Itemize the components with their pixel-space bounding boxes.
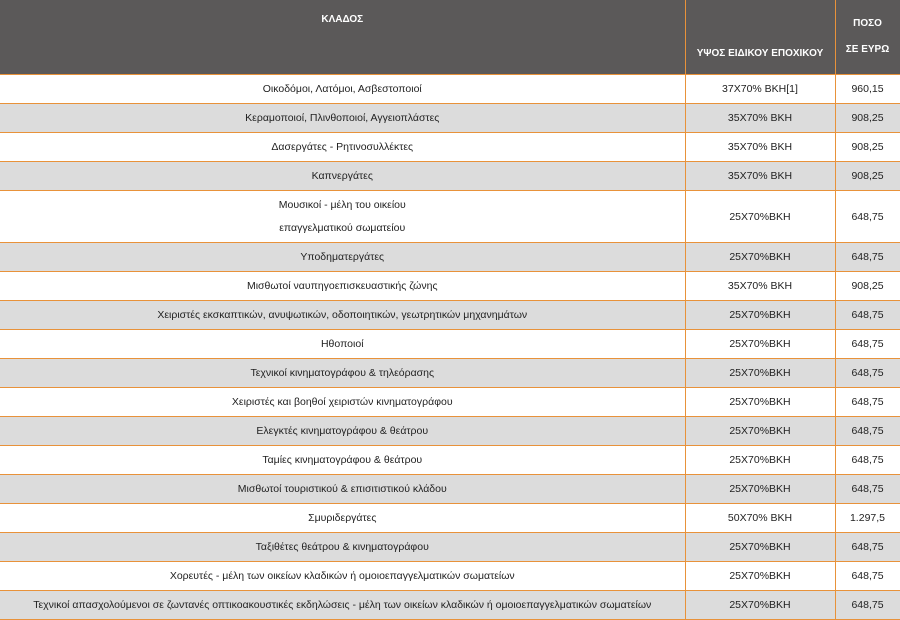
- table-row: [0, 359, 900, 388]
- amount-cell: 960,15: [835, 75, 900, 104]
- sector-cell: Ηθοποιοί: [0, 330, 685, 359]
- table-row: [0, 75, 900, 104]
- rate-cell: 25Χ70%ΒΚΗ: [685, 359, 835, 388]
- rate-cell: 35Χ70% ΒΚΗ: [685, 133, 835, 162]
- table-row: [0, 104, 900, 133]
- amount-cell: 908,25: [835, 272, 900, 301]
- table-row: [0, 562, 900, 591]
- rate-cell: 50Χ70% ΒΚΗ: [685, 504, 835, 533]
- amount-cell: 648,75: [835, 417, 900, 446]
- amount-cell: 648,75: [835, 591, 900, 620]
- amount-cell: 648,75: [835, 243, 900, 272]
- amount-cell: 908,25: [835, 162, 900, 191]
- table-row: [0, 388, 900, 417]
- sector-cell: Χειριστές εκσκαπτικών, ανυψωτικών, οδοποιητικών, γεωτρητικών μηχανημάτων: [0, 301, 685, 330]
- table-row: [0, 330, 900, 359]
- amount-cell: 1.297,5: [835, 504, 900, 533]
- header-sector: ΚΛΑΔΟΣ: [0, 0, 685, 75]
- table-row: [0, 417, 900, 446]
- amount-cell: 648,75: [835, 388, 900, 417]
- table-row: [0, 475, 900, 504]
- rate-cell: 25Χ70%ΒΚΗ: [685, 191, 835, 243]
- rate-cell: 35Χ70% ΒΚΗ: [685, 162, 835, 191]
- table-row: [0, 191, 900, 243]
- sector-cell: Τεχνικοί κινηματογράφου & τηλεόρασης: [0, 359, 685, 388]
- table-row: [0, 301, 900, 330]
- rate-cell: 25Χ70%ΒΚΗ: [685, 446, 835, 475]
- sector-cell: Σμυριδεργάτες: [0, 504, 685, 533]
- table-row: [0, 504, 900, 533]
- sector-cell: Ταμίες κινηματογράφου & θεάτρου: [0, 446, 685, 475]
- table-row: [0, 133, 900, 162]
- sector-line: Μουσικοί - μέλη του οικείου: [278, 198, 406, 211]
- rate-cell: 25Χ70%ΒΚΗ: [685, 388, 835, 417]
- amount-cell: 648,75: [835, 359, 900, 388]
- table-row: [0, 446, 900, 475]
- sector-cell: Καπνεργάτες: [0, 162, 685, 191]
- amount-cell: 648,75: [835, 330, 900, 359]
- rate-cell: 25Χ70%ΒΚΗ: [685, 330, 835, 359]
- sector-cell: Χορευτές - μέλη των οικείων κλαδικών ή ομοιοεπαγγελματικών σωματείων: [0, 562, 685, 591]
- rate-cell: 25Χ70%ΒΚΗ: [685, 301, 835, 330]
- amount-cell: 648,75: [835, 562, 900, 591]
- rate-cell: 37Χ70% ΒΚΗ[1]: [685, 75, 835, 104]
- rate-cell: 25Χ70%ΒΚΗ: [685, 562, 835, 591]
- table-row: [0, 533, 900, 562]
- sector-cell: Ταξιθέτες θεάτρου & κινηματογράφου: [0, 533, 685, 562]
- amount-cell: 648,75: [835, 191, 900, 243]
- rate-cell: 35Χ70% ΒΚΗ: [685, 104, 835, 133]
- sector-cell: Οικοδόμοι, Λατόμοι, Ασβεστοποιοί: [0, 75, 685, 104]
- sector-cell: Δασεργάτες - Ρητινοσυλλέκτες: [0, 133, 685, 162]
- sector-cell: Χειριστές και βοηθοί χειριστών κινηματογράφου: [0, 388, 685, 417]
- table-row: [0, 243, 900, 272]
- rate-cell: 25Χ70%ΒΚΗ: [685, 243, 835, 272]
- rate-cell: 25Χ70%ΒΚΗ: [685, 591, 835, 620]
- amount-cell: 648,75: [835, 446, 900, 475]
- sector-line: επαγγελματικού σωματείου: [279, 221, 406, 234]
- table-header-row: [0, 0, 900, 75]
- table-row: [0, 591, 900, 620]
- sector-cell: [0, 191, 685, 243]
- amount-cell: 648,75: [835, 533, 900, 562]
- rate-cell: 25Χ70%ΒΚΗ: [685, 417, 835, 446]
- sector-cell: Υποδηματεργάτες: [0, 243, 685, 272]
- rate-cell: 25Χ70%ΒΚΗ: [685, 475, 835, 504]
- header-amount: [835, 0, 900, 75]
- amount-cell: 648,75: [835, 301, 900, 330]
- sector-cell: Μισθωτοί τουριστικού & επισιτιστικού κλάδου: [0, 475, 685, 504]
- rate-cell: 35Χ70% ΒΚΗ: [685, 272, 835, 301]
- table-row: [0, 162, 900, 191]
- header-rate: ΥΨΟΣ ΕΙΔΙΚΟΥ ΕΠΟΧΙΚΟΥ: [685, 0, 835, 75]
- header-amount-line2: ΣΕ ΕΥΡΩ: [845, 44, 890, 55]
- header-amount-line1: ΠΟΣΟ: [853, 18, 882, 29]
- table-body: [0, 75, 900, 620]
- amount-cell: 908,25: [835, 104, 900, 133]
- amount-cell: 648,75: [835, 475, 900, 504]
- rate-cell: 25Χ70%ΒΚΗ: [685, 533, 835, 562]
- amount-cell: 908,25: [835, 133, 900, 162]
- sector-cell: Μισθωτοί ναυπηγοεπισκευαστικής ζώνης: [0, 272, 685, 301]
- sector-cell: Ελεγκτές κινηματογράφου & θεάτρου: [0, 417, 685, 446]
- sector-cell: Κεραμοποιοί, Πλινθοποιοί, Αγγειοπλάστες: [0, 104, 685, 133]
- sector-cell: Τεχνικοί απασχολούμενοι σε ζωντανές οπτικοακουστικές εκδηλώσεις - μέλη των οικείων κλαδικών ή ομοιοεπαγγελματικών σωματείων: [0, 591, 685, 620]
- table-row: [0, 272, 900, 301]
